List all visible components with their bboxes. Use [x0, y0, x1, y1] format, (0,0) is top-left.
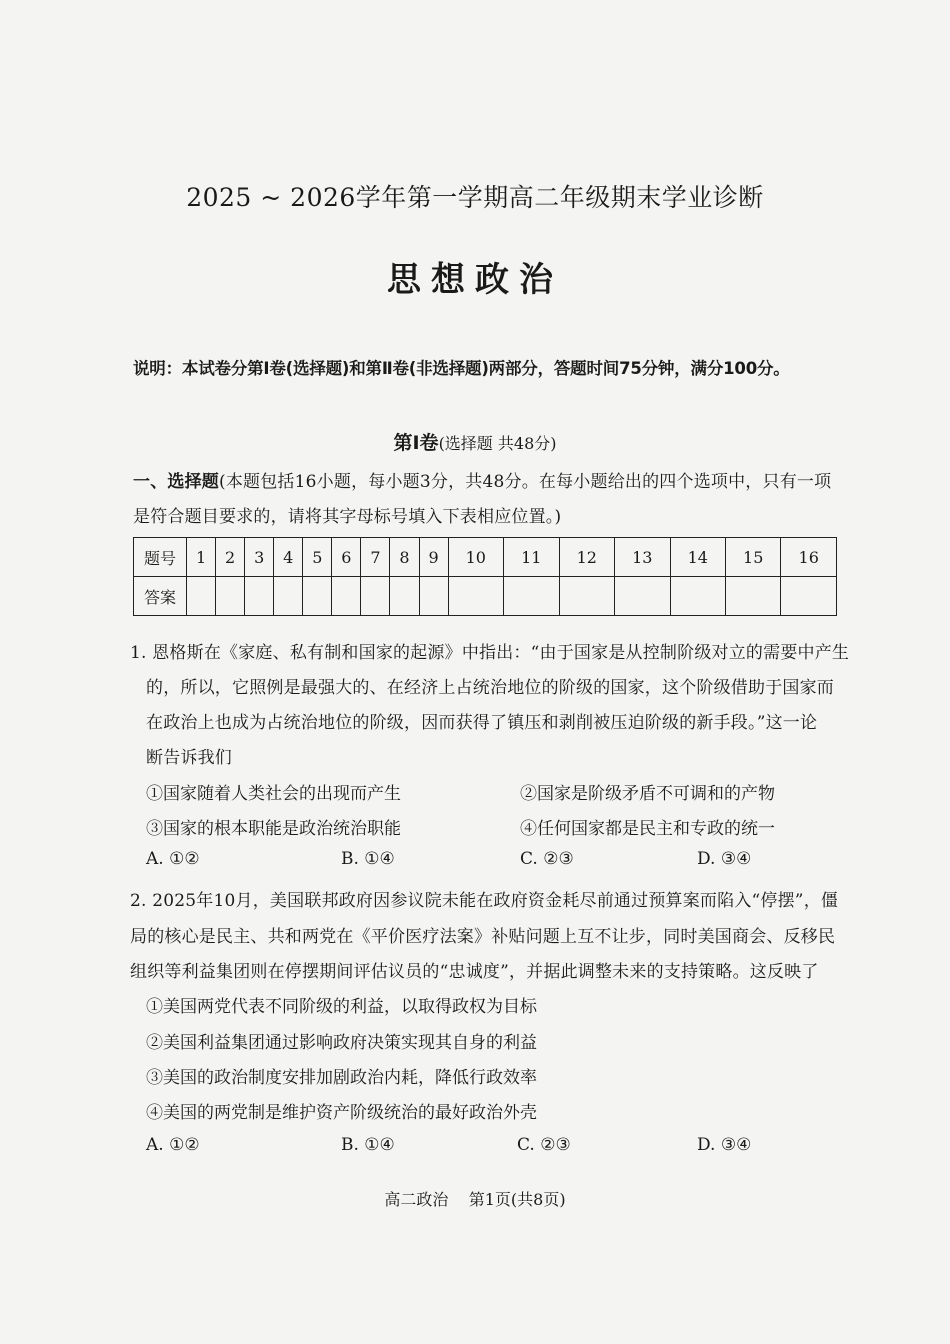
section-instruction-line-1	[133, 467, 831, 492]
q2-choice-c[interactable]: C. ②③	[517, 1135, 571, 1155]
answer-cell[interactable]	[670, 577, 725, 616]
volume-title: 第Ⅰ卷	[393, 432, 439, 454]
volume-subtitle: (选择题 共48分)	[438, 434, 557, 453]
answer-cell[interactable]	[504, 577, 559, 616]
answer-cell[interactable]	[216, 577, 245, 616]
answer-cell[interactable]	[725, 577, 780, 616]
answer-table	[133, 537, 837, 616]
q1-statement-3: ③国家的根本职能是政治统治职能	[146, 819, 401, 839]
answer-table-answer-row	[134, 577, 837, 616]
q2-choice-b[interactable]: B. ①④	[341, 1135, 395, 1155]
section-label: 一、选择题	[133, 472, 219, 492]
question-number-cell: 7	[361, 538, 390, 577]
page-footer: 高二政治 第1页(共8页)	[384, 1190, 566, 1209]
q2-stem-line: 局的核心是民主、共和两党在《平价医疗法案》补贴问题上互不让步，同时美国商会、反移民	[130, 927, 836, 947]
q1-choice-c[interactable]: C. ②③	[520, 849, 574, 869]
q2-statement-1: ①美国两党代表不同阶级的利益，以取得政权为目标	[146, 997, 537, 1017]
section-instruction-line-2: 是符合题目要求的，请将其字母标号填入下表相应位置。)	[133, 507, 562, 527]
answer-cell[interactable]	[781, 577, 837, 616]
question-number-cell: 4	[274, 538, 303, 577]
question-number-cell: 2	[216, 538, 245, 577]
q1-stem-line: 在政治上也成为占统治地位的阶级，因而获得了镇压和剥削被压迫阶级的新手段。”这一论	[146, 713, 818, 733]
answer-cell[interactable]	[187, 577, 216, 616]
q1-choice-a[interactable]: A. ①②	[146, 849, 200, 869]
q2-stem-line: 2. 2025年10月，美国联邦政府因参议院未能在政府资金耗尽前通过预算案而陷入“停摆”，僵	[130, 891, 839, 911]
row-label-number: 题号	[134, 538, 187, 577]
q2-choice-d[interactable]: D. ③④	[697, 1135, 752, 1155]
volume-heading	[0, 428, 950, 455]
answer-cell[interactable]	[448, 577, 503, 616]
q1-statement-4: ④任何国家都是民主和专政的统一	[520, 819, 775, 839]
answer-cell[interactable]	[615, 577, 670, 616]
q2-statement-2: ②美国利益集团通过影响政府决策实现其自身的利益	[146, 1033, 537, 1053]
question-number-cell: 15	[725, 538, 780, 577]
question-number-cell: 13	[615, 538, 670, 577]
question-number-cell: 16	[781, 538, 837, 577]
answer-cell[interactable]	[361, 577, 390, 616]
q1-stem-line: 断告诉我们	[146, 748, 232, 768]
question-number-cell: 5	[303, 538, 332, 577]
q1-statement-2: ②国家是阶级矛盾不可调和的产物	[520, 784, 775, 804]
answer-cell[interactable]	[245, 577, 274, 616]
exam-title: 2025 ~ 2026学年第一学期高二年级期末学业诊断	[186, 183, 764, 212]
answer-table-number-row	[134, 538, 837, 577]
question-number-cell: 9	[419, 538, 448, 577]
q2-stem-line: 组织等利益集团则在停摆期间评估议员的“忠诚度”，并据此调整未来的支持策略。这反映了	[130, 962, 819, 982]
answer-cell[interactable]	[559, 577, 614, 616]
q1-choice-b[interactable]: B. ①④	[341, 849, 395, 869]
q2-statement-4: ④美国的两党制是维护资产阶级统治的最好政治外壳	[146, 1103, 537, 1123]
subject-title: 思想政治	[387, 260, 563, 300]
q2-choice-a[interactable]: A. ①②	[146, 1135, 200, 1155]
question-number-cell: 8	[390, 538, 419, 577]
answer-cell[interactable]	[390, 577, 419, 616]
q2-statement-3: ③美国的政治制度安排加剧政治内耗，降低行政效率	[146, 1068, 537, 1088]
q1-choice-d[interactable]: D. ③④	[697, 849, 752, 869]
question-number-cell: 10	[448, 538, 503, 577]
answer-cell[interactable]	[274, 577, 303, 616]
question-number-cell: 3	[245, 538, 274, 577]
answer-cell[interactable]	[332, 577, 361, 616]
exam-note: 说明：本试卷分第Ⅰ卷(选择题)和第Ⅱ卷(非选择题)两部分，答题时间75分钟，满分100分。	[133, 359, 790, 378]
question-number-cell: 11	[504, 538, 559, 577]
section-text-1: (本题包括16小题，每小题3分，共48分。在每小题给出的四个选项中，只有一项	[219, 472, 832, 492]
question-number-cell: 14	[670, 538, 725, 577]
answer-cell[interactable]	[303, 577, 332, 616]
q1-statement-1: ①国家随着人类社会的出现而产生	[146, 784, 401, 804]
row-label-answer: 答案	[134, 577, 187, 616]
question-number-cell: 6	[332, 538, 361, 577]
answer-cell[interactable]	[419, 577, 448, 616]
q1-stem-line: 的，所以，它照例是最强大的、在经济上占统治地位的阶级的国家，这个阶级借助于国家而	[146, 678, 834, 698]
question-number-cell: 1	[187, 538, 216, 577]
question-number-cell: 12	[559, 538, 614, 577]
q1-stem-line: 1. 恩格斯在《家庭、私有制和国家的起源》中指出：“由于国家是从控制阶级对立的需要中产生	[130, 643, 850, 663]
